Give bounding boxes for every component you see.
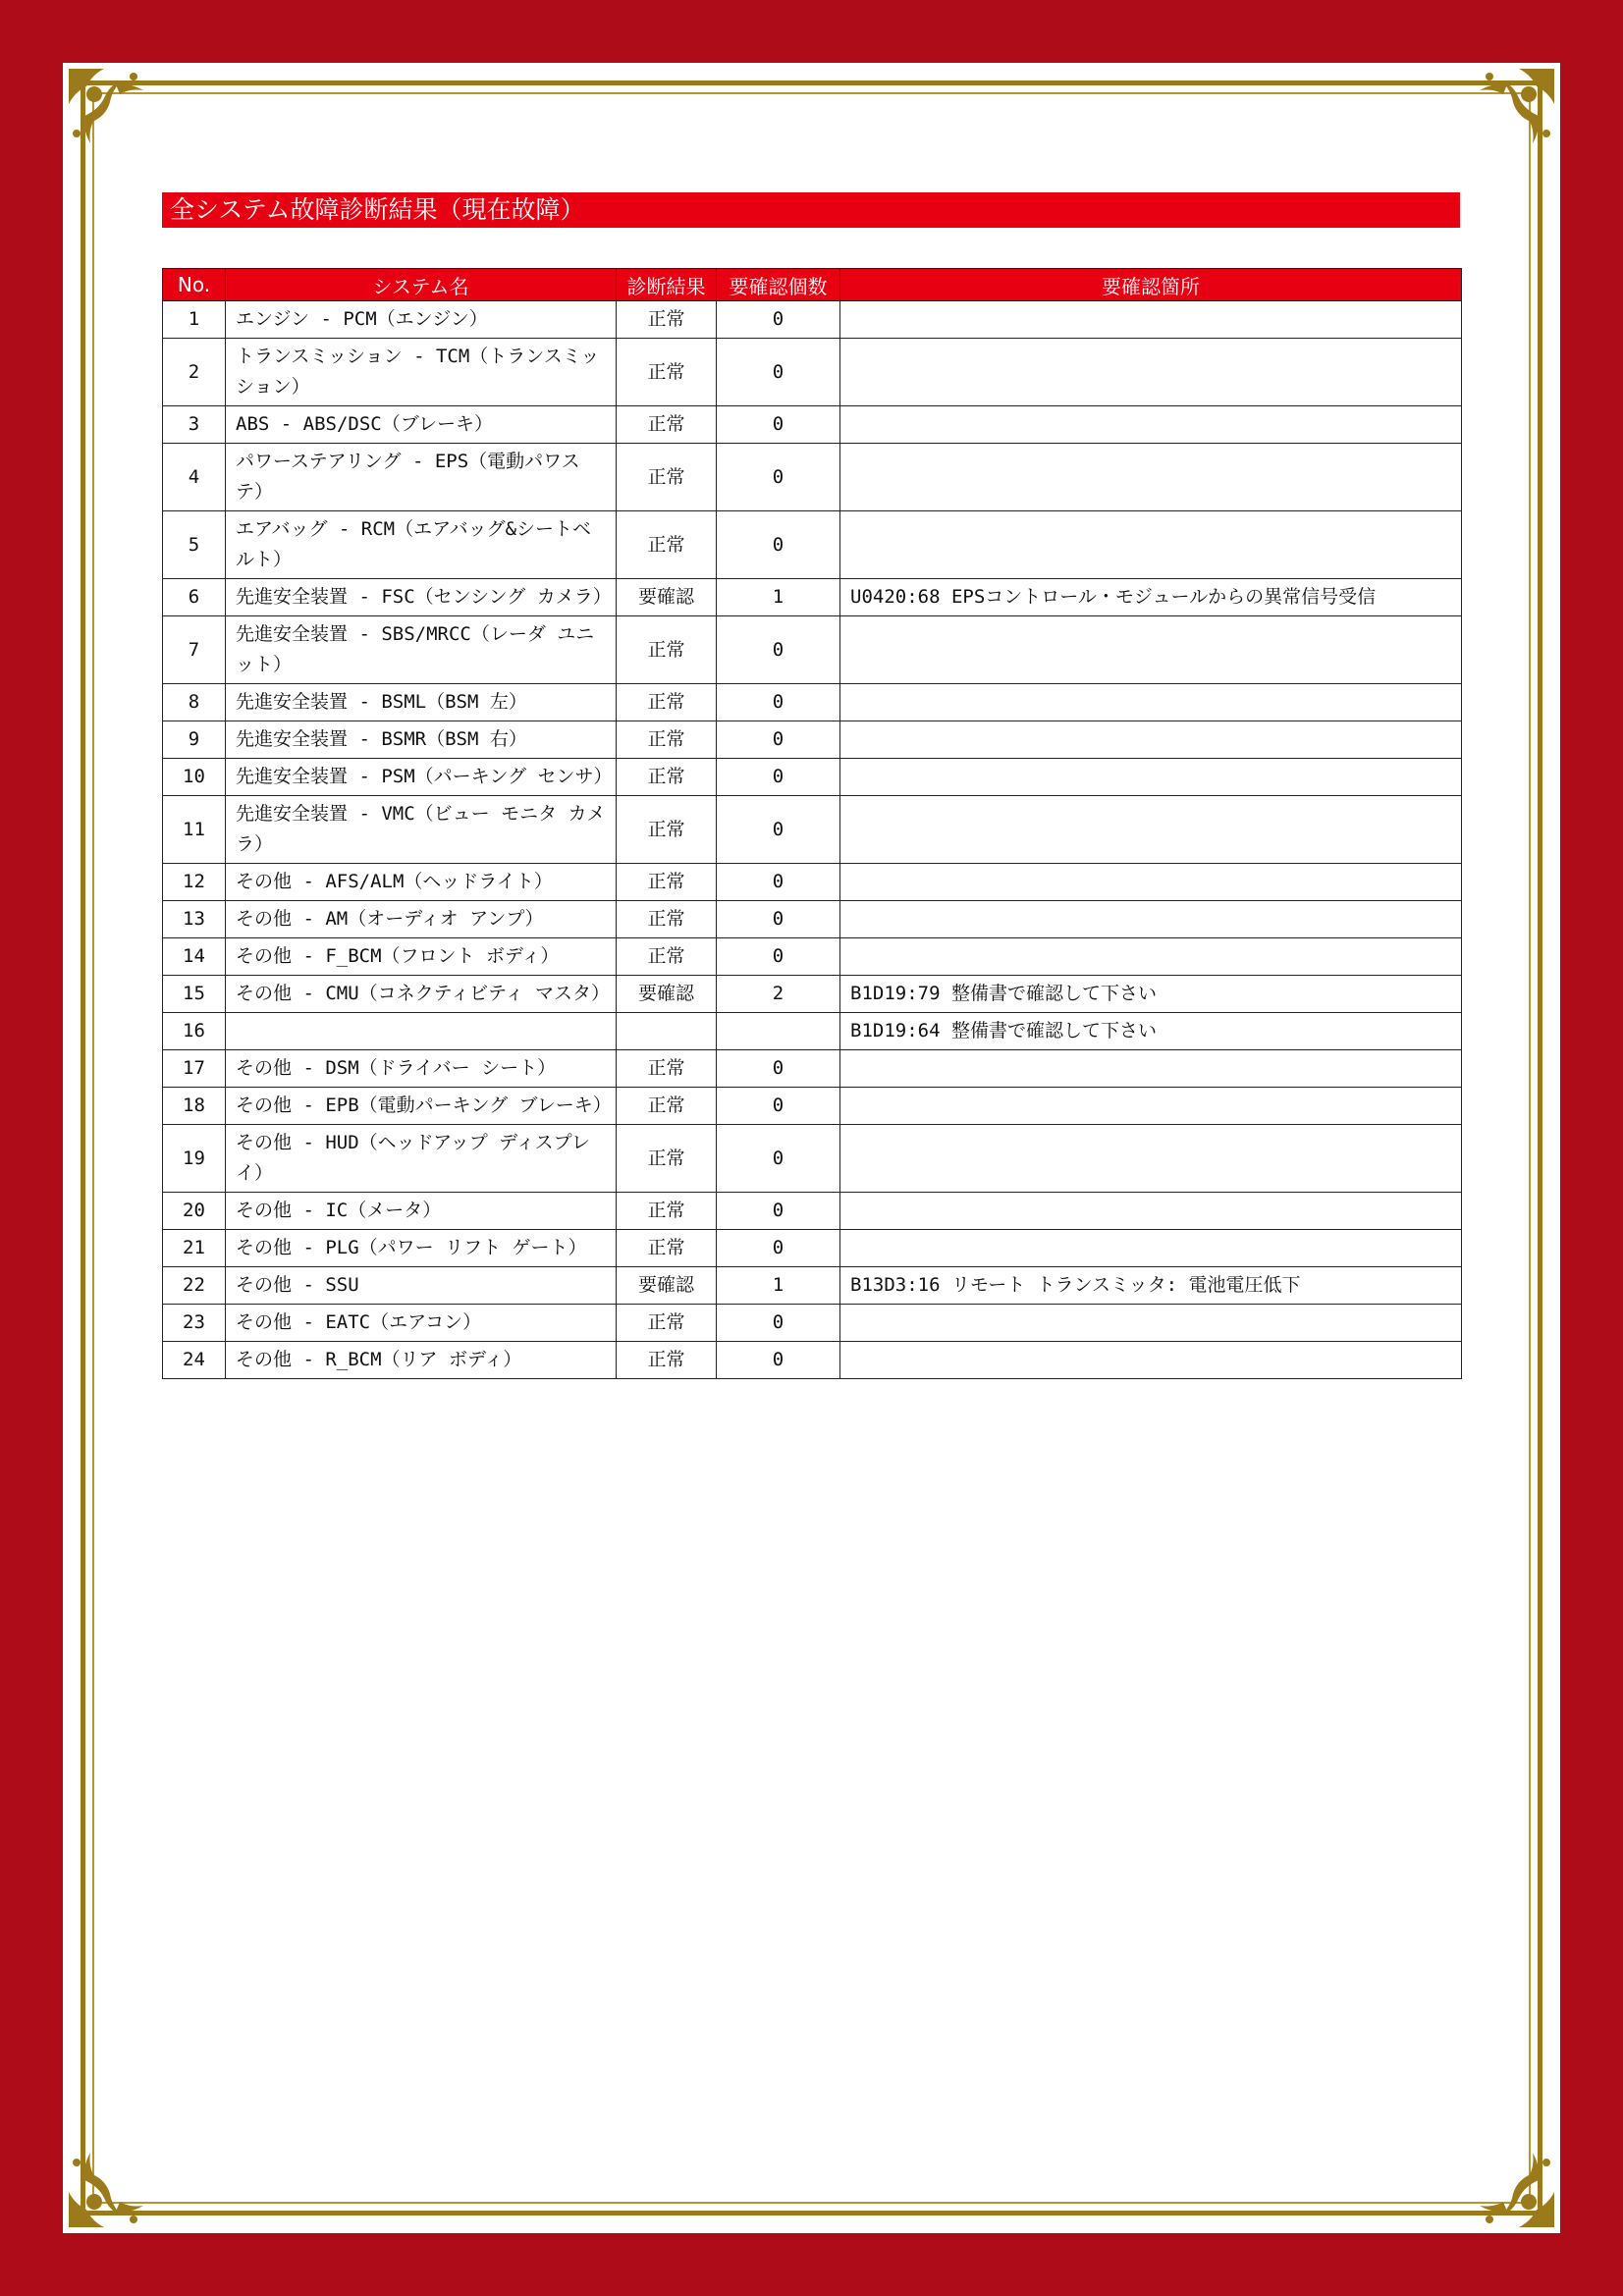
cell-count: 0 [717, 301, 840, 339]
cell-location [840, 1125, 1462, 1193]
cell-count: 0 [717, 901, 840, 938]
header-location: 要確認箇所 [840, 269, 1462, 301]
table-row [163, 511, 1462, 579]
cell-count: 0 [717, 1342, 840, 1379]
cell-no: 22 [163, 1267, 226, 1305]
cell-system-name: その他 - PLG（パワー リフト ゲート） [226, 1230, 617, 1267]
cell-system-name: エアバッグ - RCM（エアバッグ&シートベルト） [226, 511, 617, 579]
cell-system-name: その他 - R_BCM（リア ボディ） [226, 1342, 617, 1379]
cell-system-name: 先進安全装置 - SBS/MRCC（レーダ ユニット） [226, 616, 617, 684]
cell-result: 正常 [617, 1230, 717, 1267]
cell-system-name: 先進安全装置 - PSM（パーキング センサ） [226, 759, 617, 796]
cell-location [840, 1305, 1462, 1342]
cell-no: 8 [163, 684, 226, 721]
cell-no: 15 [163, 976, 226, 1013]
cell-count: 0 [717, 864, 840, 901]
cell-count: 0 [717, 721, 840, 759]
cell-location [840, 684, 1462, 721]
cell-result: 正常 [617, 796, 717, 864]
cell-count: 0 [717, 406, 840, 444]
cell-no: 4 [163, 444, 226, 511]
table-row [163, 684, 1462, 721]
cell-result: 正常 [617, 616, 717, 684]
cell-system-name: その他 - AFS/ALM（ヘッドライト） [226, 864, 617, 901]
table-body [163, 301, 1462, 1379]
table-row [163, 864, 1462, 901]
table-row [163, 796, 1462, 864]
table-row [163, 1125, 1462, 1193]
cell-location [840, 1230, 1462, 1267]
table-row [163, 901, 1462, 938]
cell-no: 9 [163, 721, 226, 759]
table-row [163, 616, 1462, 684]
cell-system-name: その他 - IC（メータ） [226, 1193, 617, 1230]
cell-system-name: その他 - F_BCM（フロント ボディ） [226, 938, 617, 976]
cell-no: 24 [163, 1342, 226, 1379]
cell-no: 10 [163, 759, 226, 796]
cell-system-name: 先進安全装置 - BSMR（BSM 右） [226, 721, 617, 759]
cell-location [840, 759, 1462, 796]
header-no: No. [163, 269, 226, 301]
table-row [163, 339, 1462, 406]
cell-location [840, 406, 1462, 444]
cell-result: 正常 [617, 864, 717, 901]
cell-system-name: ABS - ABS/DSC（ブレーキ） [226, 406, 617, 444]
cell-no: 7 [163, 616, 226, 684]
cell-location: B1D19:79 整備書で確認して下さい [840, 976, 1462, 1013]
header-result: 診断結果 [617, 269, 717, 301]
cell-count: 0 [717, 616, 840, 684]
cell-no: 2 [163, 339, 226, 406]
cell-no: 16 [163, 1013, 226, 1050]
section-title: 全システム故障診断結果（現在故障） [162, 192, 1460, 228]
table-row [163, 1193, 1462, 1230]
cell-result [617, 1013, 717, 1050]
cell-result: 正常 [617, 759, 717, 796]
cell-location [840, 1193, 1462, 1230]
cell-result: 正常 [617, 1305, 717, 1342]
cell-location: B1D19:64 整備書で確認して下さい [840, 1013, 1462, 1050]
table-header-row [163, 269, 1462, 301]
cell-no: 18 [163, 1088, 226, 1125]
cell-count: 2 [717, 976, 840, 1013]
cell-no: 21 [163, 1230, 226, 1267]
cell-location [840, 339, 1462, 406]
table-row [163, 1305, 1462, 1342]
cell-system-name [226, 1013, 617, 1050]
cell-count: 0 [717, 339, 840, 406]
cell-count: 0 [717, 511, 840, 579]
cell-result: 正常 [617, 1342, 717, 1379]
cell-system-name: その他 - DSM（ドライバー シート） [226, 1050, 617, 1088]
cell-location: B13D3:16 リモート トランスミッタ: 電池電圧低下 [840, 1267, 1462, 1305]
header-count: 要確認個数 [717, 269, 840, 301]
table-row [163, 1267, 1462, 1305]
cell-result: 正常 [617, 339, 717, 406]
cell-system-name: その他 - EATC（エアコン） [226, 1305, 617, 1342]
cell-system-name: 先進安全装置 - BSML（BSM 左） [226, 684, 617, 721]
cell-result: 正常 [617, 1088, 717, 1125]
cell-location [840, 444, 1462, 511]
cell-count: 0 [717, 1230, 840, 1267]
cell-system-name: その他 - CMU（コネクティビティ マスタ） [226, 976, 617, 1013]
cell-count: 0 [717, 796, 840, 864]
cell-location [840, 1050, 1462, 1088]
cell-result: 正常 [617, 301, 717, 339]
header-system: システム名 [226, 269, 617, 301]
cell-no: 1 [163, 301, 226, 339]
cell-count [717, 1013, 840, 1050]
cell-system-name: トランスミッション - TCM（トランスミッション） [226, 339, 617, 406]
cell-result: 要確認 [617, 976, 717, 1013]
ornament-corner-icon [65, 65, 153, 153]
cell-system-name: 先進安全装置 - VMC（ビュー モニタ カメラ） [226, 796, 617, 864]
cell-count: 0 [717, 684, 840, 721]
ornament-corner-icon [65, 2143, 153, 2231]
cell-no: 20 [163, 1193, 226, 1230]
cell-result: 正常 [617, 406, 717, 444]
cell-result: 正常 [617, 511, 717, 579]
diagnosis-table [162, 268, 1462, 1379]
cell-count: 0 [717, 938, 840, 976]
cell-result: 正常 [617, 684, 717, 721]
cell-no: 11 [163, 796, 226, 864]
cell-system-name: その他 - HUD（ヘッドアップ ディスプレイ） [226, 1125, 617, 1193]
table-row [163, 938, 1462, 976]
cell-count: 0 [717, 1305, 840, 1342]
cell-result: 正常 [617, 1050, 717, 1088]
table-row [163, 976, 1462, 1013]
ornament-corner-icon [1470, 65, 1558, 153]
cell-location [840, 511, 1462, 579]
cell-location [840, 616, 1462, 684]
cell-count: 0 [717, 759, 840, 796]
cell-count: 1 [717, 579, 840, 616]
cell-result: 正常 [617, 444, 717, 511]
table-row [163, 1088, 1462, 1125]
table-row [163, 444, 1462, 511]
cell-result: 要確認 [617, 579, 717, 616]
cell-system-name: その他 - EPB（電動パーキング ブレーキ） [226, 1088, 617, 1125]
cell-system-name: エンジン - PCM（エンジン） [226, 301, 617, 339]
cell-location [840, 796, 1462, 864]
cell-result: 正常 [617, 1193, 717, 1230]
table-row [163, 406, 1462, 444]
cell-result: 要確認 [617, 1267, 717, 1305]
cell-location [840, 721, 1462, 759]
cell-no: 12 [163, 864, 226, 901]
table-row [163, 1050, 1462, 1088]
cell-location [840, 901, 1462, 938]
cell-no: 13 [163, 901, 226, 938]
table-row [163, 579, 1462, 616]
cell-no: 19 [163, 1125, 226, 1193]
cell-count: 0 [717, 1088, 840, 1125]
cell-no: 3 [163, 406, 226, 444]
table-row [163, 1230, 1462, 1267]
table-row [163, 759, 1462, 796]
cell-location: U0420:68 EPSコントロール・モジュールからの異常信号受信 [840, 579, 1462, 616]
cell-result: 正常 [617, 721, 717, 759]
cell-location [840, 301, 1462, 339]
table-row [163, 1013, 1462, 1050]
cell-no: 6 [163, 579, 226, 616]
table-row [163, 1342, 1462, 1379]
cell-count: 0 [717, 1193, 840, 1230]
cell-location [840, 864, 1462, 901]
cell-count: 0 [717, 1050, 840, 1088]
cell-location [840, 1342, 1462, 1379]
cell-system-name: パワーステアリング - EPS（電動パワステ） [226, 444, 617, 511]
cell-location [840, 938, 1462, 976]
cell-system-name: その他 - SSU [226, 1267, 617, 1305]
cell-result: 正常 [617, 901, 717, 938]
cell-system-name: その他 - AM（オーディオ アンプ） [226, 901, 617, 938]
cell-location [840, 1088, 1462, 1125]
table-row [163, 721, 1462, 759]
table-row [163, 301, 1462, 339]
cell-no: 17 [163, 1050, 226, 1088]
ornament-corner-icon [1470, 2143, 1558, 2231]
cell-no: 14 [163, 938, 226, 976]
cell-count: 1 [717, 1267, 840, 1305]
cell-result: 正常 [617, 938, 717, 976]
cell-system-name: 先進安全装置 - FSC（センシング カメラ） [226, 579, 617, 616]
cell-count: 0 [717, 1125, 840, 1193]
cell-count: 0 [717, 444, 840, 511]
cell-no: 23 [163, 1305, 226, 1342]
cell-no: 5 [163, 511, 226, 579]
cell-result: 正常 [617, 1125, 717, 1193]
